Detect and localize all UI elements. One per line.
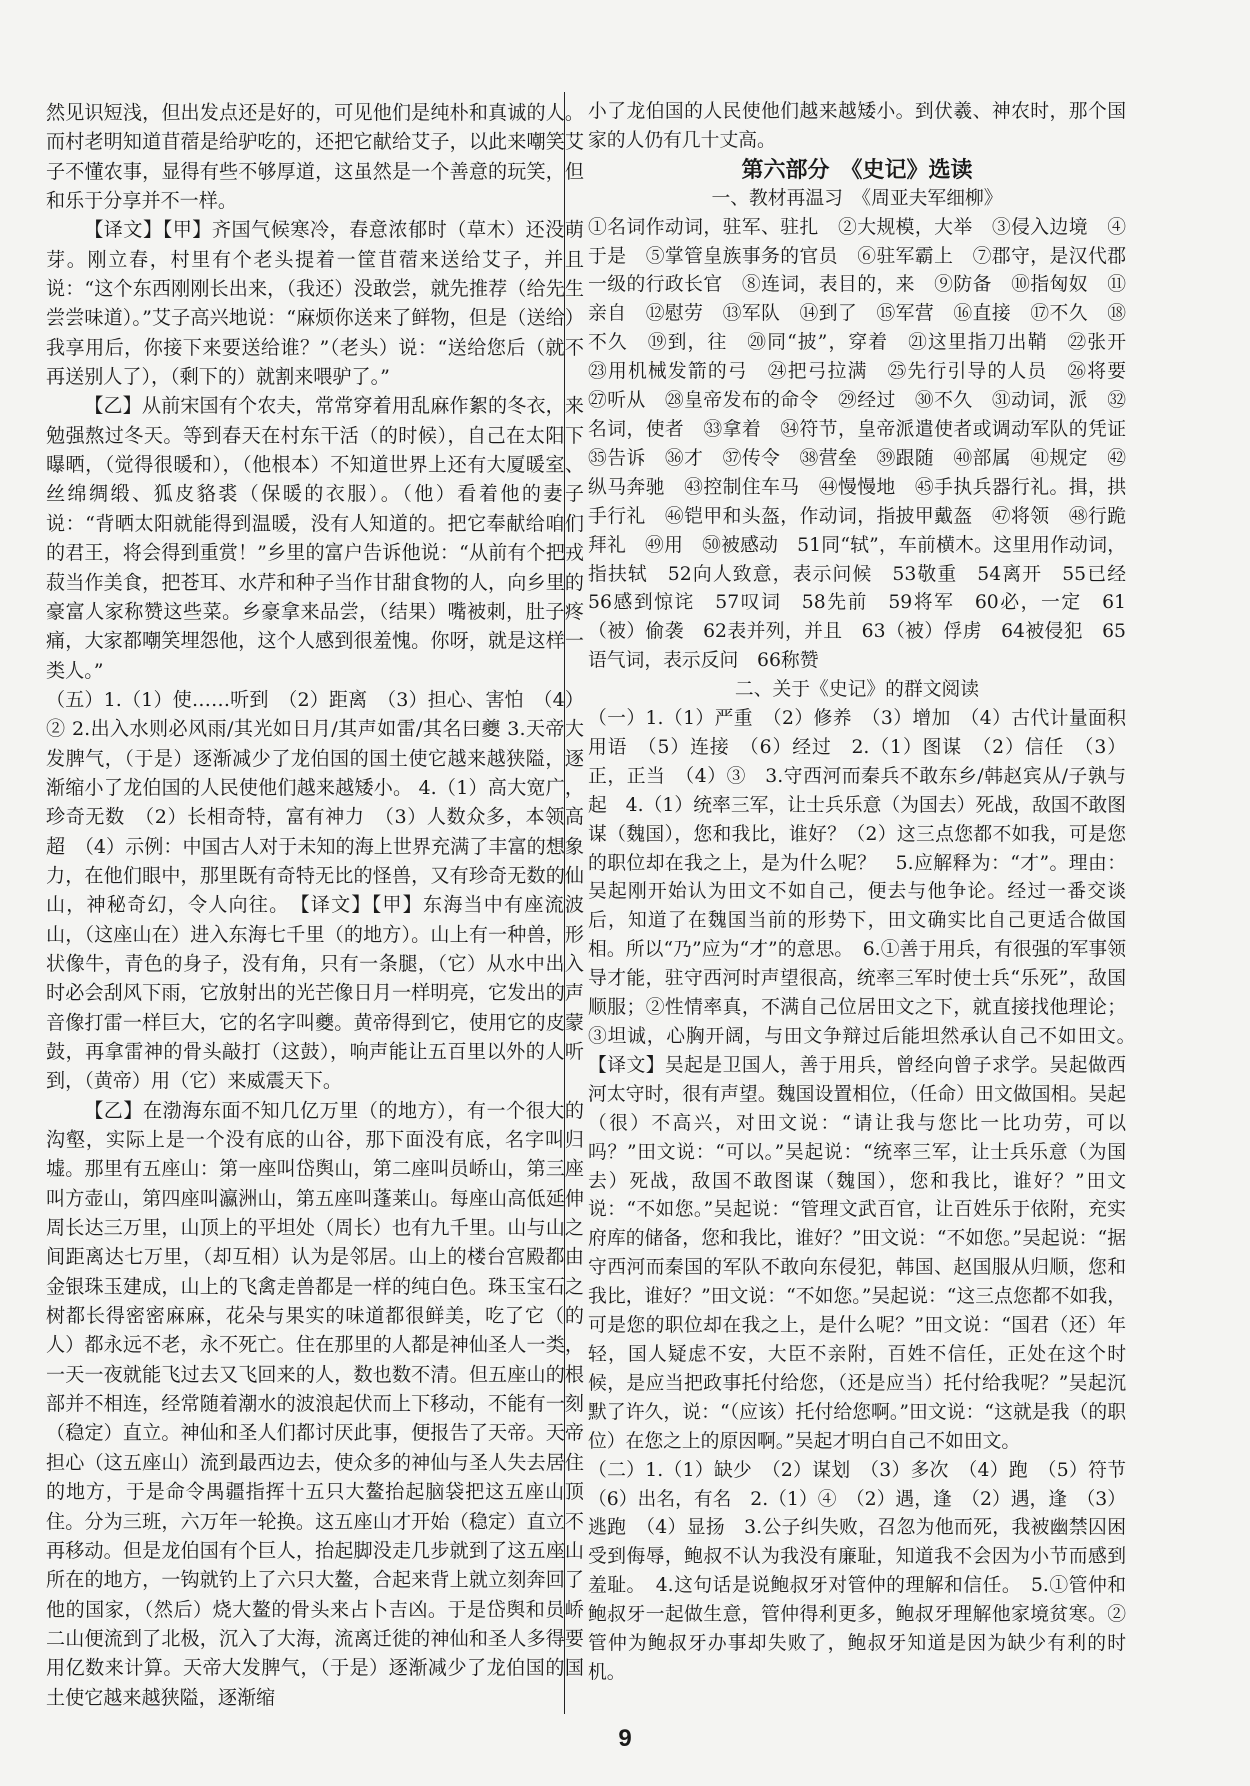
right-paragraph-2: ①名词作动词，驻军、驻扎 ②大规模，大举 ③侵入边境 ④于是 ⑤掌管皇族事务的官员 ⑥驻军霸上 ⑦郡守，是汉代郡一级的行政长官 ⑧连词，表目的，来 ⑨防备 ⑩指匈奴 ⑪亲自 ⑫慰劳 ⑬军队 ⑭到了 ⑮军营 ⑯直接 ⑰不久 ⑱不久 ⑲到，往 ⑳同“披”，穿着 ㉑这里指刀出鞘 ㉒张开 ㉓用机械发箭的弓 ㉔把弓拉满 ㉕先行引导的人员 ㉖将要 ㉗听从 ㉘皇帝发布的命令 ㉙经过 ㉚不久 ㉛动词，派 ㉜名词，使者 ㉝拿着 ㉞符节，皇帝派遣使者或调动军队的凭证 ㉟告诉 ㊱才 ㊲传令 ㊳营垒 ㊴跟随 ㊵部属 ㊶规定 ㊷纵马奔驰 ㊸控制住车马 ㊹慢慢地 ㊺手执兵器行礼。揖，拱手行礼 ㊻铠甲和头盔，作动词，指披甲戴盔 ㊼将领 ㊽行跪拜礼 ㊾用 ㊿被感动 51同“轼”，车前横木。这里用作动词，指扶轼 52向人致意，表示问候 53敬重 54离开 55已经 56感到惊诧 57叹词 58先前 59将军 60必，一定 61（被）偷袭 62表并列，并且 63（被）俘虏 64被侵犯 65语气词，表示反问 66称赞 — [588, 216, 1145, 672]
left-paragraph-3: 【乙】从前宋国有个农夫，常常穿着用乱麻作絮的冬衣，来勉强熬过冬天。等到春天在村东干活（的时候），自己在太阳下曝晒，（觉得很暖和），（他根本）不知道世界上还有大厦暖室、丝绵绸缎、狐皮貉裘（保暖的衣服）。（他）看着他的妻子说：“背晒太阳就能得到温暖，没有人知道的。把它奉献给咱们的君王，将会得到重赏！”乡里的富户告诉他说：“从前有个把戎菽当作美食，把苍耳、水芹和种子当作甘甜食物的人，向乡里的豪富人家称赞这些菜。乡豪拿来品尝，（结果）嘴被刺，肚子疼痛，大家都嘲笑埋怨他，这个人感到很羞愧。你呀，就是这样一类人。” — [46, 394, 584, 682]
left-paragraph-4: （五）1.（1）使……听到 （2）距离 （3）担心、害怕 （4）② 2.出入水则必风雨/其光如日月/其声如雷/其名曰夔 3.天帝大发脾气，（于是）逐渐减少了龙伯国的国土使它越来越狭隘，逐渐缩小了龙伯国的人民使他们越来越矮小。 4.（1）高大宽广，珍奇无数 （2）长相奇特，富有神力 （3）人数众多，本领高超 （4）示例：中国古人对于未知的海上世界充满了丰富的想象力，在他们眼中，那里既有奇特无比的怪兽，又有珍奇无数的仙山，神秘奇幻，令人向往。 【译文】【甲】东海当中有座流波山，（这座山在）进入东海七千里（的地方）。山上有一种兽，形状像牛，青色的身子，没有角，只有一条腿，（它）从水中出入时必会刮风下雨，它放射出的光芒像日月一样明亮，它发出的声音像打雷一样巨大，它的名字叫夔。黄帝得到它，使用它的皮蒙鼓，再拿雷神的骨头敲打（这鼓），响声能让五百里以外的人听到，（黄帝）用（它）来威震天下。 — [46, 687, 584, 1093]
left-paragraph-1: 然见识短浅，但出发点还是好的，可见他们是纯朴和真诚的人。而村老明知道苜蓿是给驴吃的，还把它献给艾子，以此来嘲笑艾子不懂农事，显得有些不够厚道，这虽然是一个善意的玩笑，但和乐于分享并不一样。 — [46, 101, 584, 213]
sub-title-2: 二、关于《史记》的群文阅读 — [734, 679, 980, 701]
page-number: 9 — [618, 1725, 632, 1752]
left-paragraph-2: 【译文】【甲】齐国气候寒冷，春意浓郁时（草木）还没萌芽。刚立春，村里有个老头提着一筐苜蓿来送给艾子，并且说：“这个东西刚刚长出来，（我还）没敢尝，就先推荐（给先生尝尝味道）。”艾子高兴地说：“麻烦你送来了鲜物，但是（送给）我享用后，你接下来要送给谁？”（老头）说：“送给您后（就不再送别人了），（剩下的）就割来喂驴了。” — [46, 218, 584, 389]
left-paragraph-5: 【乙】在渤海东面不知几亿万里（的地方），有一个很大的沟壑，实际上是一个没有底的山谷，那下面没有底，名字叫归墟。那里有五座山：第一座叫岱舆山，第二座叫员峤山，第三座叫方壶山，第四座叫瀛洲山，第五座叫蓬莱山。每座山高低延伸周长达三万里，山顶上的平坦处（周长）也有九千里。山与山之间距离达七万里，（却互相）认为是邻居。山上的楼台宫殿都由金银珠玉建成，山上的飞禽走兽都是一样的纯白色。珠玉宝石之树都长得密密麻麻，花朵与果实的味道都很鲜美，吃了它（的人）都永远不老，永不死亡。住在那里的人都是神仙圣人一类，一天一夜就能飞过去又飞回来的人，数也数不清。但五座山的根部并不相连，经常随着潮水的波浪起伏而上下移动，不能有一刻（稳定）直立。神仙和圣人们都讨厌此事，便报告了天帝。天帝担心（这五座山）流到最西边去，使众多的神仙与圣人失去居住的地方，于是命令禺疆指挥十五只大鳌抬起脑袋把这五座山顶住。分为三班，六万年一轮换。这五座山才开始（稳定）直立不再移动。但是龙伯国有个巨人，抬起脚没走几步就到了这五座山所在的地方，一钩就钓上了六只大鳌，合起来背上就立刻奔回了他的国家，（然后）烧大鳌的骨头来占卜吉凶。于是岱舆和员峤二山便流到了北极，沉入了大海，流离迁徙的神仙和圣人多得要用亿数来计算。天帝大发脾气，（于是）逐渐减少了龙伯国的国土使它越来越狭隘，逐渐缩 — [46, 1098, 584, 1709]
right-paragraph-3: （一）1.（1）严重 （2）修养 （3）增加 （4）古代计量面积用语 （5）连接 （6）经过 2.（1）图谋 （2）信任 （3）正，正当 （4）③ 3.守西河而秦兵不敢东乡/韩赵宾从/子孰与起 4.（1）统率三军，让士兵乐意（为国去）死战，敌国不敢图谋（魏国），您和我比，谁好？（2）这三点您都不如我，可是您的职位却在我之上，是为什么呢？ 5.应解释为：“才”。理由：吴起刚开始认为田文不如自己，便去与他争论。经过一番交谈后，知道了在魏国当前的形势下，田文确实比自己更适合做国相。所以“乃”应为“才”的意思。 6.①善于用兵，有很强的军事领导才能，驻守西河时声望很高，统率三军时使士兵“乐死”，敌国顺服；②性情率真，不满自己位居田文之下，就直接找他理论；③坦诚，心胸开阔，与田文争辩过后能坦然承认自己不如田文。 【译文】吴起是卫国人，善于用兵，曾经向曾子求学。吴起做西河太守时，很有声望。魏国设置相位，（任命）田文做国相。吴起（很）不高兴，对田文说：“请让我与您比一比功劳，可以吗？”田文说：“可以。”吴起说：“统率三军，让士兵乐意（为国去）死战，敌国不敢图谋（魏国），您和我比，谁好？”田文说：“不如您。”吴起说：“管理文武百官，让百姓乐于依附，充实府库的储备，您和我比，谁好？”田文说：“不如您。”吴起说：“据守西河而秦国的军队不敢向东侵犯，韩国、赵国服从归顺，您和我比，谁好？”田文说：“不如您。”吴起说：“这三点您都不如我，可是您的职位却在我之上，是什么呢？”田文说：“国君（还）年轻，国人疑虑不安，大臣不亲附，百姓不信任，正处在这个时候，是应当把政事托付给您，（还是应当）托付给我呢？”吴起沉默了许久，说：“（应该）托付给您啊。”田文说：“这就是我（的职位）在您之上的原因啊。”吴起才明白自己不如田文。 — [588, 708, 1145, 1452]
section-title: 第六部分 《史记》选读 — [741, 156, 973, 183]
column-divider — [564, 92, 565, 1714]
right-column — [588, 98, 1145, 1688]
sub-title-1: 一、教材再温习 《周亚夫军细柳》 — [711, 187, 1003, 209]
right-paragraph-4: （二）1.（1）缺少 （2）谋划 （3）多次 （4）跑 （5）符节 （6）出名，有名 2.（1）④ （2）遇，逢 （2）遇，逢 （3）逃跑 （4）显扬 3.公子纠失败，召忽为他而死，我被幽禁囚困受到侮辱，鲍叔不认为我没有廉耻，知道我不会因为小节而感到羞耻。 4.这句话是说鲍叔牙对管仲的理解和信任。 5.①管仲和鲍叔牙一起做生意，管仲得利更多，鲍叔牙理解他家境贫寒。②管仲为鲍叔牙办事却失败了，鲍叔牙知道是因为缺少有利的时机。 — [588, 1459, 1145, 1683]
right-paragraph-1: 小了龙伯国的人民使他们越来越矮小。到伏羲、神农时，那个国家的人仍有几十丈高。 — [588, 101, 1126, 151]
left-column — [46, 98, 584, 1712]
